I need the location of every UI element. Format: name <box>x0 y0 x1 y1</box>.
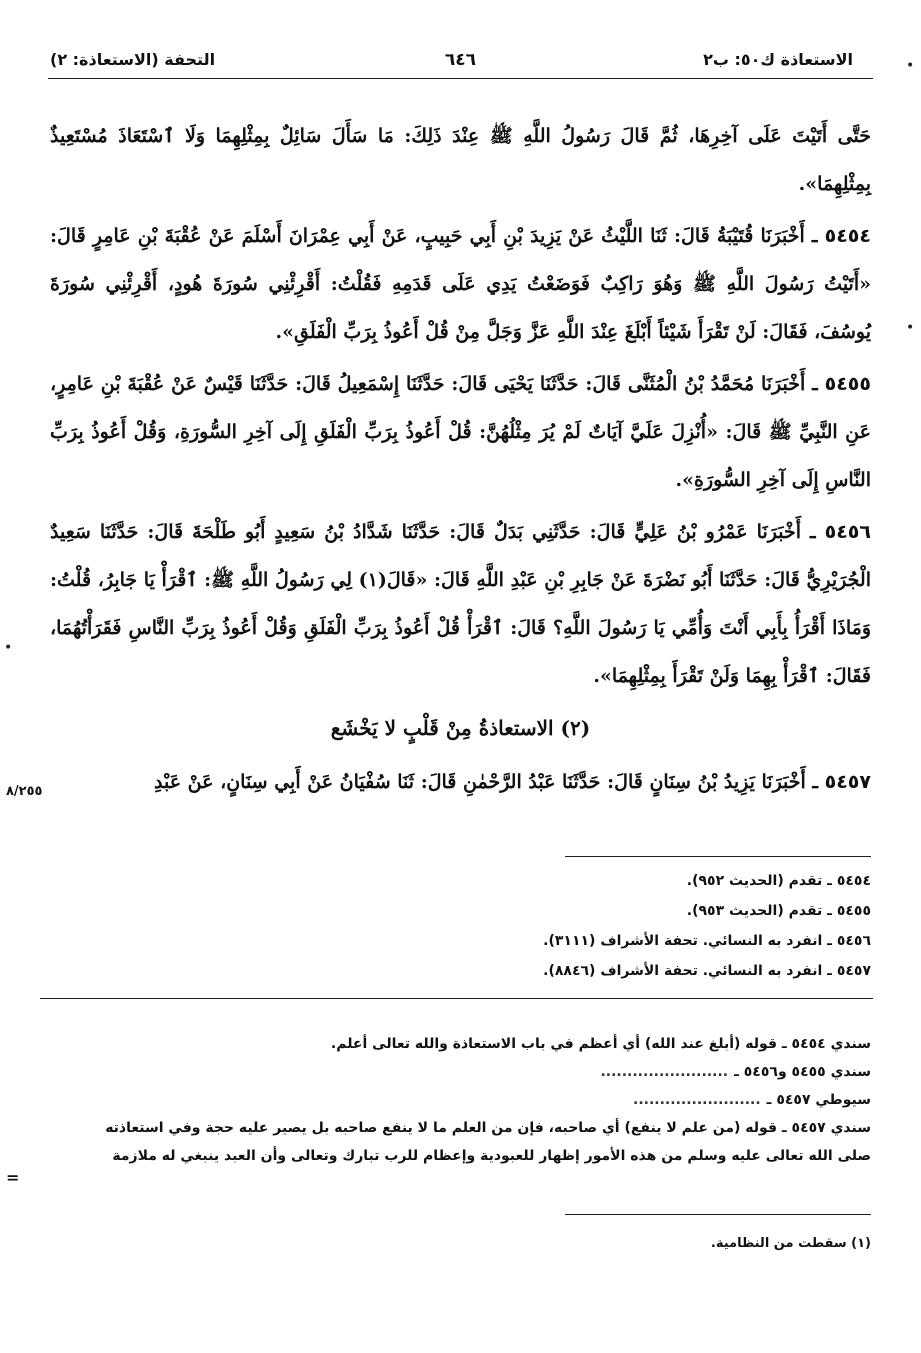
header-chapter-ref: الاستعاذة ك٥٠: ب٢ <box>703 50 853 69</box>
commentary-line-with-dots <box>40 1058 871 1086</box>
main-text <box>50 112 871 810</box>
hadith-5454 <box>50 212 871 356</box>
edge-mark: • <box>906 58 915 74</box>
commentary-line-with-dots <box>40 1086 871 1114</box>
hadith-text: ـ أَخْبَرَنَا قُتَيْبَةُ قَالَ: ثَنَا اللَّيْثُ عَنْ يَزِيدَ بْنِ أَبِي حَبِيبٍ، عَنْ أَبِي عِمْرَانَ أَسْلَمَ عَنْ عُقْبَةَ بْنِ عَامِرٍ قَالَ: «أَتَيْتُ رَسُولَ اللَّهِ ﷺ وَهُوَ رَاكِبٌ فَوَضَعْتُ يَدِي عَلَى قَدَمِهِ فَقُلْتُ: أَقْرِئْنِي سُورَةَ هُودٍ، أَقْرِئْنِي سُورَةَ يُوسُفَ، فَقَالَ: لَنْ تَقْرَأَ شَيْئاً أَبْلَغَ عِنْدَ اللَّهِ عَزَّ وَجَلَّ مِنْ قُلْ أَعُوذُ بِرَبِّ الْفَلَقِ». <box>50 225 871 343</box>
dotted-leader: ........................ <box>600 1064 729 1080</box>
dotted-leader: ........................ <box>633 1092 761 1108</box>
running-header <box>20 44 901 74</box>
commentary-label: سيوطي ٥٤٥٧ ـ <box>766 1092 871 1108</box>
section-heading: (٢) الاستعاذةُ مِنْ قَلْبٍ لا يَخْشَع <box>330 716 591 740</box>
commentary-divider <box>40 998 873 999</box>
hadith-number: ٥٤٥٧ <box>824 771 871 793</box>
hadith-text: ـ أَخْبَرَنَا يَزِيدُ بْنُ سِنَانٍ قَالَ: حَدَّثَنَا عَبْدُ الرَّحْمٰنِ قَالَ: ثَنَا سُفْيَانُ عَنْ أَبِي سِنَانٍ، عَنْ عَبْدِ <box>154 771 825 793</box>
hadith-number: ٥٤٥٥ <box>824 373 871 395</box>
hadith-number: ٥٤٥٤ <box>824 225 871 247</box>
continuation-mark: = <box>6 1168 20 1187</box>
header-divider <box>48 78 873 79</box>
takhrij-note: ٥٤٥٦ ـ انفرد به النسائي. تحفة الأشراف (٣١١١). <box>543 933 871 949</box>
commentary-label: سندي ٥٤٥٥ و٥٤٥٦ ـ <box>734 1064 871 1080</box>
margin-volume-ref: ٨/٢٥٥ <box>6 784 43 799</box>
commentary-line: سندي ٥٤٥٧ ـ قوله (من علم لا ينفع) أي صاحبه، فإن من العلم ما لا ينفع صاحبه بل يصير عليه حجة وفي استعاذته <box>105 1120 871 1136</box>
hadith-5456 <box>50 508 871 700</box>
commentary-line: سندي ٥٤٥٤ ـ قوله (أبلغ عند الله) أي أعظم في باب الاستعاذة والله تعالى أعلم. <box>330 1036 871 1052</box>
edge-mark: • <box>906 320 915 336</box>
hadith-5457 <box>50 758 871 806</box>
takhrij-divider <box>565 856 871 857</box>
paragraph-continuation: حَتَّى أَتَيْتَ عَلَى آخِرِهَا، ثُمَّ قَالَ رَسُولُ اللَّهِ ﷺ عِنْدَ ذَلِكَ: مَا سَأَلَ سَائِلٌ بِمِثْلِهِمَا وَلَا ٱسْتَعَاذَ مُسْتَعِيذٌ بِمِثْلِهِمَا». <box>50 125 871 195</box>
takhrij-notes <box>171 866 871 986</box>
footnote: (١) سقطت من النظامية. <box>710 1236 871 1251</box>
edge-mark: • <box>4 640 13 656</box>
hadith-text: ـ أَخْبَرَنَا مُحَمَّدُ بْنُ الْمُثَنَّى قَالَ: حَدَّثَنَا يَحْيَى قَالَ: حَدَّثَنَا إِسْمَعِيلُ قَالَ: حَدَّثَنَا قَيْسٌ عَنْ عُقْبَةَ بْنِ عَامِرٍ، عَنِ النَّبِيِّ ﷺ قَالَ: «أُنْزِلَ عَلَيَّ آيَاتٌ لَمْ يُرَ مِثْلُهُنَّ: قُلْ أَعُوذُ بِرَبِّ الْفَلَقِ إِلَى آخِرِ السُّورَةِ، وَقُلْ أَعُوذُ بِرَبِّ النَّاسِ إِلَى آخِرِ السُّورَةِ». <box>50 373 871 491</box>
hadith-5455 <box>50 360 871 504</box>
commentary-line: صلى الله تعالى عليه وسلم من هذه الأمور إظهار للعبودية وإعظام للرب تبارك وتعالى وأن العبد ينبغي له ملازمة <box>112 1148 871 1164</box>
footnote-divider <box>565 1214 871 1215</box>
hadith-number: ٥٤٥٦ <box>824 521 871 543</box>
page-number: ٦٤٦ <box>444 50 477 70</box>
hadith-text: ـ أَخْبَرَنَا عَمْرُو بْنُ عَلِيٍّ قَالَ: حَدَّثَنِي بَدَلٌ قَالَ: حَدَّثَنَا شَدَّادُ بْنُ سَعِيدٍ أَبُو طَلْحَةَ قَالَ: حَدَّثَنَا سَعِيدٌ الْجُرَيْرِيُّ قَالَ: حَدَّثَنَا أَبُو نَضْرَةَ عَنْ جَابِرِ بْنِ عَبْدِ اللَّهِ قَالَ: «قَالَ(١) لِي رَسُولُ اللَّهِ ﷺ: ٱقْرَأْ يَا جَابِرُ، قُلْتُ: وَمَاذَا أَقْرَأُ بِأَبِي أَنْتَ وَأُمِّي يَا رَسُولَ اللَّهِ؟ قَالَ: ٱقْرَأْ قُلْ أَعُوذُ بِرَبِّ الْفَلَقِ وَقُلْ أَعُوذُ بِرَبِّ النَّاسِ فَقَرَأْتُهُمَا، فَقَالَ: ٱقْرَأْ بِهِمَا وَلَنْ تَقْرَأَ بِمِثْلِهِمَا». <box>50 521 871 687</box>
takhrij-note: ٥٤٥٤ ـ تقدم (الحديث ٩٥٢). <box>686 873 871 889</box>
takhrij-note: ٥٤٥٥ ـ تقدم (الحديث ٩٥٣). <box>686 903 871 919</box>
header-tuhfa-ref: التحفة (الاستعاذة: ٢) <box>50 50 216 69</box>
commentary-block <box>40 1030 871 1170</box>
takhrij-note: ٥٤٥٧ ـ انفرد به النسائي. تحفة الأشراف (٨٨٤٦). <box>543 963 871 979</box>
